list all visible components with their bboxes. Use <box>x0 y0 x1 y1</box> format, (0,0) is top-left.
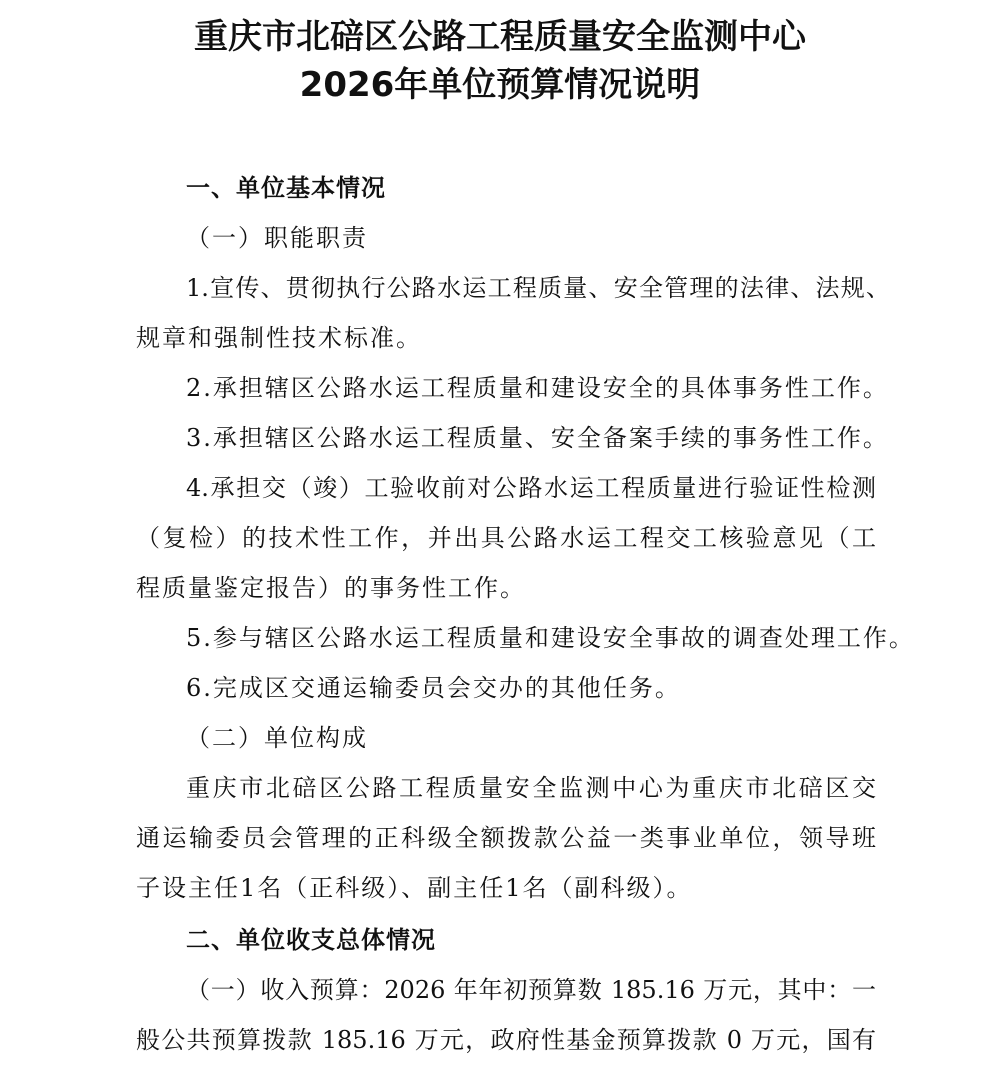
section-heading-budget-overview: 二、单位收支总体情况 <box>186 926 436 954</box>
duty-item-4-line-1: 4.承担交（竣）工验收前对公路水运工程质量进行验证性检测 <box>186 474 876 502</box>
document-title-line-2: 2026年单位预算情况说明 <box>299 65 701 105</box>
duty-item-2: 2.承担辖区公路水运工程质量和建设安全的具体事务性工作。 <box>186 374 889 402</box>
duty-item-1-line-2: 规章和强制性技术标准。 <box>136 324 422 352</box>
duty-item-4-line-2: （复检）的技术性工作，并出具公路水运工程交工核验意见（工 <box>136 524 876 552</box>
income-budget-line-1: （一）收入预算：2026 年年初预算数 185.16 万元，其中：一 <box>186 976 876 1004</box>
subsection-heading-functions: （一）职能职责 <box>186 224 368 252</box>
document-title-line-1: 重庆市北碚区公路工程质量安全监测中心 <box>194 17 806 57</box>
duty-item-5: 5.参与辖区公路水运工程质量和建设安全事故的调查处理工作。 <box>186 624 915 652</box>
duty-item-3: 3.承担辖区公路水运工程质量、安全备案手续的事务性工作。 <box>186 424 889 452</box>
duty-item-6: 6.完成区交通运输委员会交办的其他任务。 <box>186 674 681 702</box>
duty-item-1-line-1: 1.宣传、贯彻执行公路水运工程质量、安全管理的法律、法规、 <box>186 274 890 302</box>
subsection-heading-composition: （二）单位构成 <box>186 724 368 752</box>
composition-line-2: 通运输委员会管理的正科级全额拨款公益一类事业单位，领导班 <box>136 824 876 852</box>
composition-line-3: 子设主任1名（正科级）、副主任1名（副科级）。 <box>136 874 693 902</box>
duty-item-4-line-3: 程质量鉴定报告）的事务性工作。 <box>136 574 526 602</box>
section-heading-basic-info: 一、单位基本情况 <box>186 174 386 202</box>
income-budget-line-2: 般公共预算拨款 185.16 万元，政府性基金预算拨款 0 万元，国有 <box>136 1026 876 1054</box>
composition-line-1: 重庆市北碚区公路工程质量安全监测中心为重庆市北碚区交 <box>186 774 876 802</box>
